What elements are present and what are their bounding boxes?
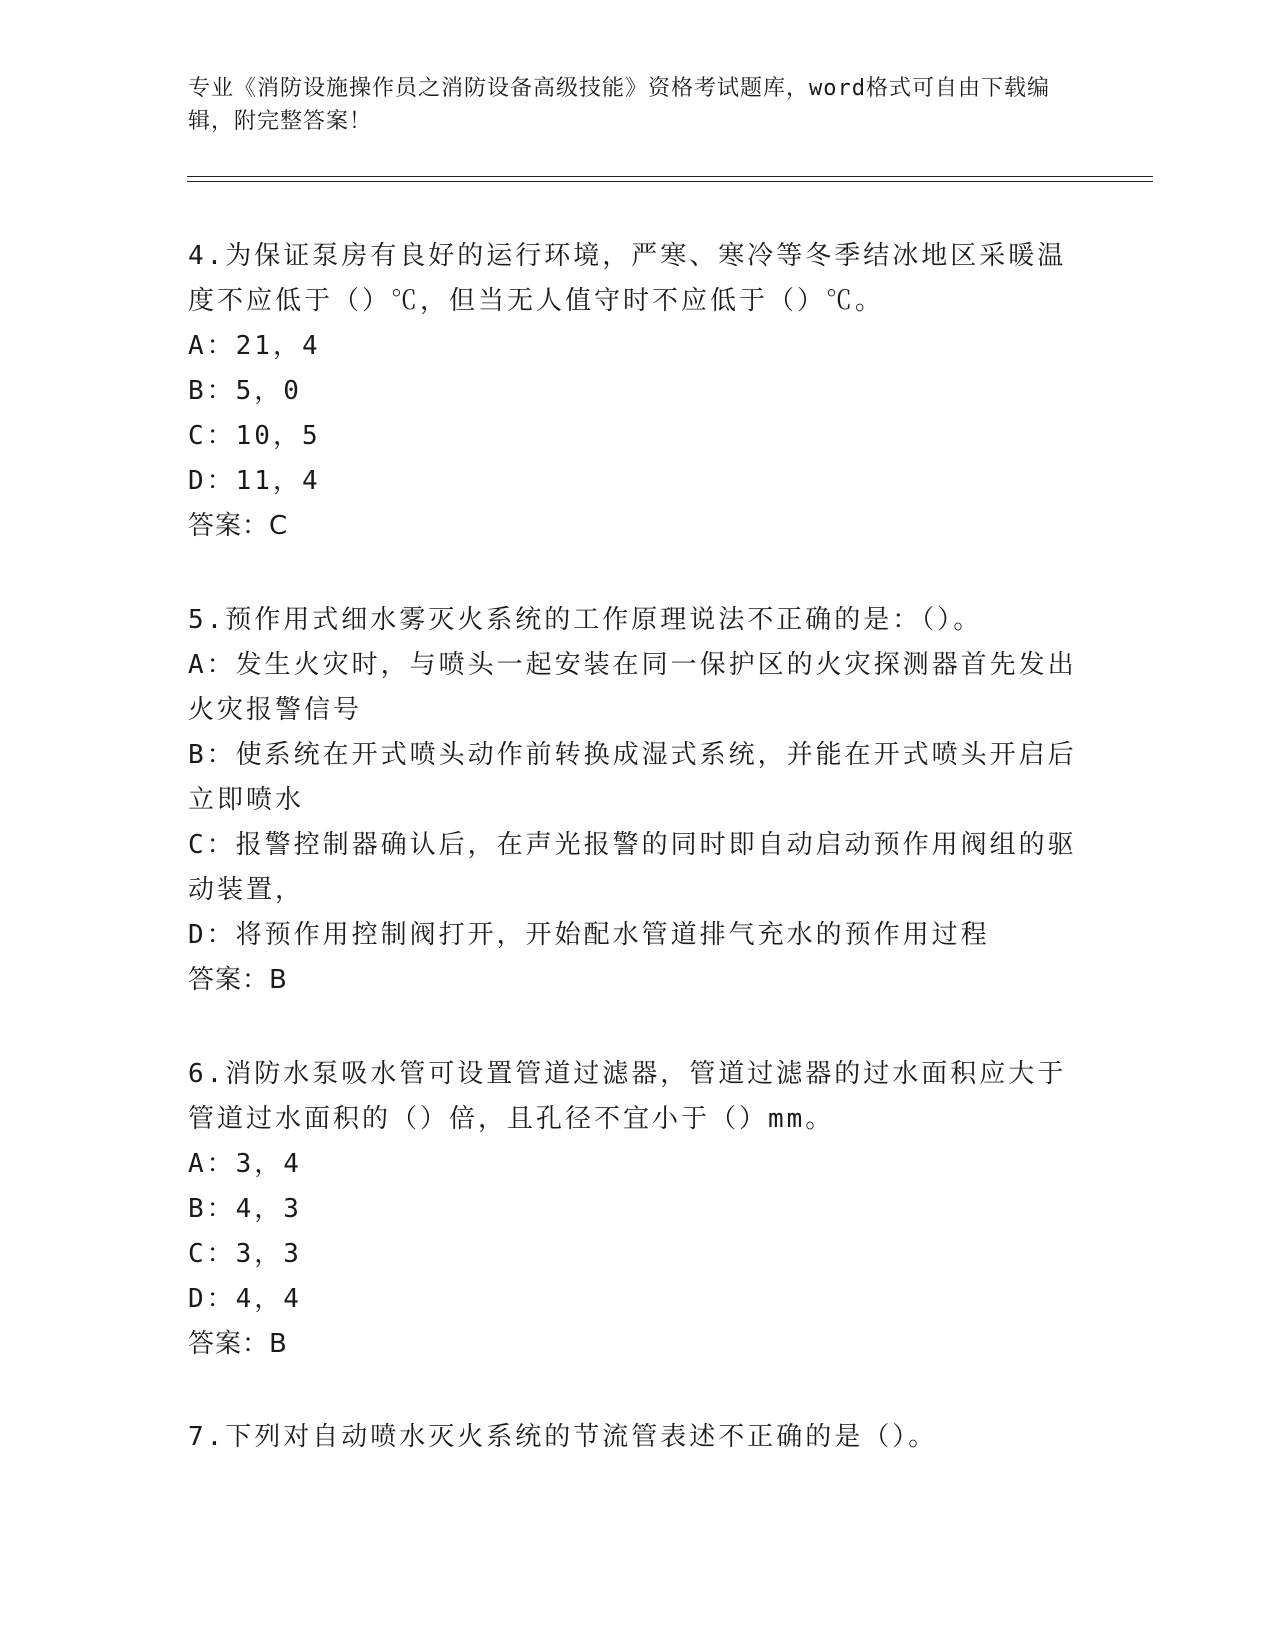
question-stem: 5.预作用式细水雾灭火系统的工作原理说法不正确的是：（）。 xyxy=(188,605,983,635)
answer: 答案：B xyxy=(188,1329,288,1359)
option-a: A：21，4 xyxy=(188,331,321,361)
option-c: C：10，5 xyxy=(188,421,321,451)
question-4 xyxy=(188,234,1088,549)
option-d: D：将预作用控制阀打开，开始配水管道排气充水的预作用过程 xyxy=(188,920,990,950)
option-b: B：4，3 xyxy=(188,1194,302,1224)
answer: 答案：C xyxy=(188,511,289,541)
option-a: A：3，4 xyxy=(188,1149,302,1179)
header-divider-top xyxy=(187,176,1153,177)
option-a: A：发生火灾时，与喷头一起安装在同一保护区的火灾探测器首先发出火灾报警信号 xyxy=(188,650,1077,725)
answer: 答案：B xyxy=(188,965,288,995)
option-d: D：4，4 xyxy=(188,1284,302,1314)
question-7 xyxy=(188,1415,1088,1460)
option-d: D：11，4 xyxy=(188,466,321,496)
header-divider-bottom xyxy=(187,181,1153,182)
question-stem: 4.为保证泵房有良好的运行环境，严寒、寒冷等冬季结冰地区采暖温度不应低于（）℃，但当无人值守时不应低于（）℃。 xyxy=(188,241,1067,316)
document-header: 专业《消防设施操作员之消防设备高级技能》资格考试题库，word格式可自由下载编辑，附完整答案！ xyxy=(188,76,1050,134)
option-b: B：5，0 xyxy=(188,376,302,406)
question-6 xyxy=(188,1052,1088,1367)
question-stem: 6.消防水泵吸水管可设置管道过滤器，管道过滤器的过水面积应大于管道过水面积的（）倍，且孔径不宜小于（）mm。 xyxy=(188,1059,1067,1134)
option-c: C：3，3 xyxy=(188,1239,302,1269)
option-c: C：报警控制器确认后，在声光报警的同时即自动启动预作用阀组的驱动装置， xyxy=(188,830,1077,905)
option-b: B：使系统在开式喷头动作前转换成湿式系统，并能在开式喷头开启后立即喷水 xyxy=(188,740,1077,815)
question-stem: 7.下列对自动喷水灭火系统的节流管表述不正确的是（）。 xyxy=(188,1422,938,1452)
question-5 xyxy=(188,598,1088,1003)
